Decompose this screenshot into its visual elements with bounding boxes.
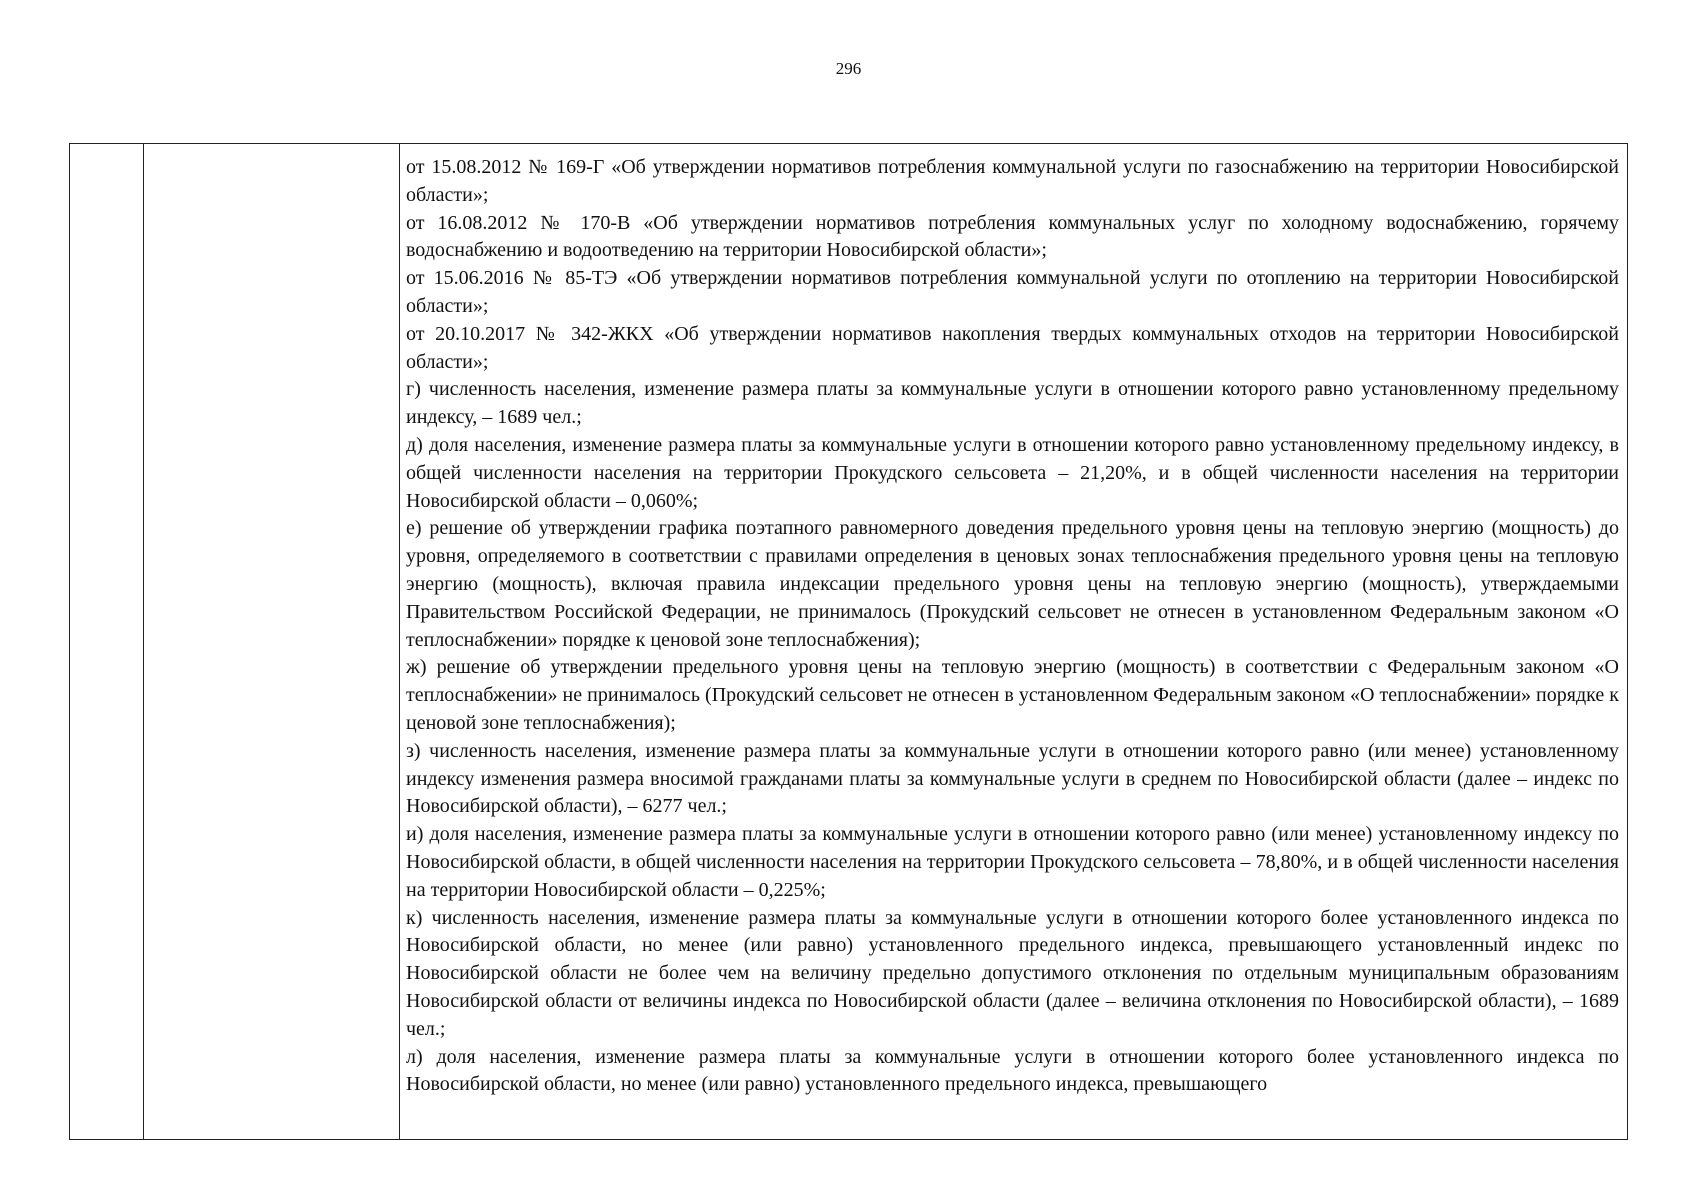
paragraph-item-i: и) доля населения, изменение размера платы за коммунальные услуги в отношении которого равно (или менее) установленному индексу по Новосибирской области, в общей численности населения на территории Прокудского сельсовета – 78,80%, и в общей численности населения на территории Новосибирской области – 0,225%;	[406, 823, 1619, 901]
paragraph-resolution-170: от 16.08.2012 № 170-В «Об утверждении нормативов потребления коммунальных услуг по холодному водоснабжению, горячему водоснабжению и водоотведению на территории Новосибирской области»;	[406, 211, 1619, 262]
paragraph-item-g: г) численность населения, изменение размера платы за коммунальные услуги в отношении которого равно установленному предельному индексу, – 1689 чел.;	[406, 378, 1619, 429]
paragraph-item-e: е) решение об утверждении графика поэтапного равномерного доведения предельного уровня цены на тепловую энергию (мощность) до уровня, определяемого в соответствии с правилами определения в ценовых зонах теплоснабжения предельного уровня цены на тепловую энергию (мощность), включая правила индексации предельного уровня цены на тепловую энергию (мощность), утверждаемыми Правительством Российской Федерации, не принималось (Прокудский сельсовет не отнесен в установленном Федеральным законом «О теплоснабжении» порядке к ценовой зоне теплоснабжения);	[406, 517, 1619, 651]
document-table	[69, 143, 1628, 1140]
paragraph-item-k: к) численность населения, изменение размера платы за коммунальные услуги в отношении которого более установленного индекса по Новосибирской области, но менее (или равно) установленного предельного индекса, превышающего установленный индекс по Новосибирской области не более чем на величину предельно допустимого отклонения по отдельным муниципальным образованиям Новосибирской области от величины индекса по Новосибирской области (далее – величина отклонения по Новосибирской области), – 1689 чел.;	[406, 906, 1619, 1040]
table-cell-name	[144, 144, 400, 1140]
paragraph-resolution-342: от 20.10.2017 № 342-ЖКХ «Об утверждении нормативов накопления твердых коммунальных отходов на территории Новосибирской области»;	[406, 322, 1619, 373]
cell-text-block	[400, 144, 1627, 1099]
paragraph-item-zh: ж) решение об утверждении предельного уровня цены на тепловую энергию (мощность) в соответствии с Федеральным законом «О теплоснабжении» не принималось (Прокудский сельсовет не отнесен в установленном Федеральным законом «О теплоснабжении» порядке к ценовой зоне теплоснабжения);	[406, 656, 1619, 734]
paragraph-resolution-85: от 15.06.2016 № 85-ТЭ «Об утверждении нормативов потребления коммунальной услуги по отоплению на территории Новосибирской области»;	[406, 267, 1619, 317]
paragraph-item-z: з) численность населения, изменение размера платы за коммунальные услуги в отношении которого равно (или менее) установленному индексу изменения размера вносимой гражданами платы за коммунальные услуги в среднем по Новосибирской области (далее – индекс по Новосибирской области), – 6277 чел.;	[406, 739, 1619, 818]
table-cell-number	[70, 144, 144, 1140]
paragraph-item-l: л) доля населения, изменение размера платы за коммунальные услуги в отношении которого более установленного индекса по Новосибирской области, но менее (или равно) установленного предельного индекса, превышающего	[406, 1045, 1619, 1096]
page-number: 296	[835, 59, 862, 78]
paragraph-item-d: д) доля населения, изменение размера платы за коммунальные услуги в отношении которого равно установленному предельному индексу, в общей численности населения на территории Прокудского сельсовета – 21,20%, и в общей численности населения на территории Новосибирской области – 0,060%;	[406, 433, 1619, 512]
table-row	[70, 144, 1628, 1140]
paragraph-resolution-169: от 15.08.2012 № 169-Г «Об утверждении нормативов потребления коммунальной услуги по газоснабжению на территории Новосибирской области»;	[406, 156, 1619, 206]
table-cell-content	[400, 144, 1628, 1140]
